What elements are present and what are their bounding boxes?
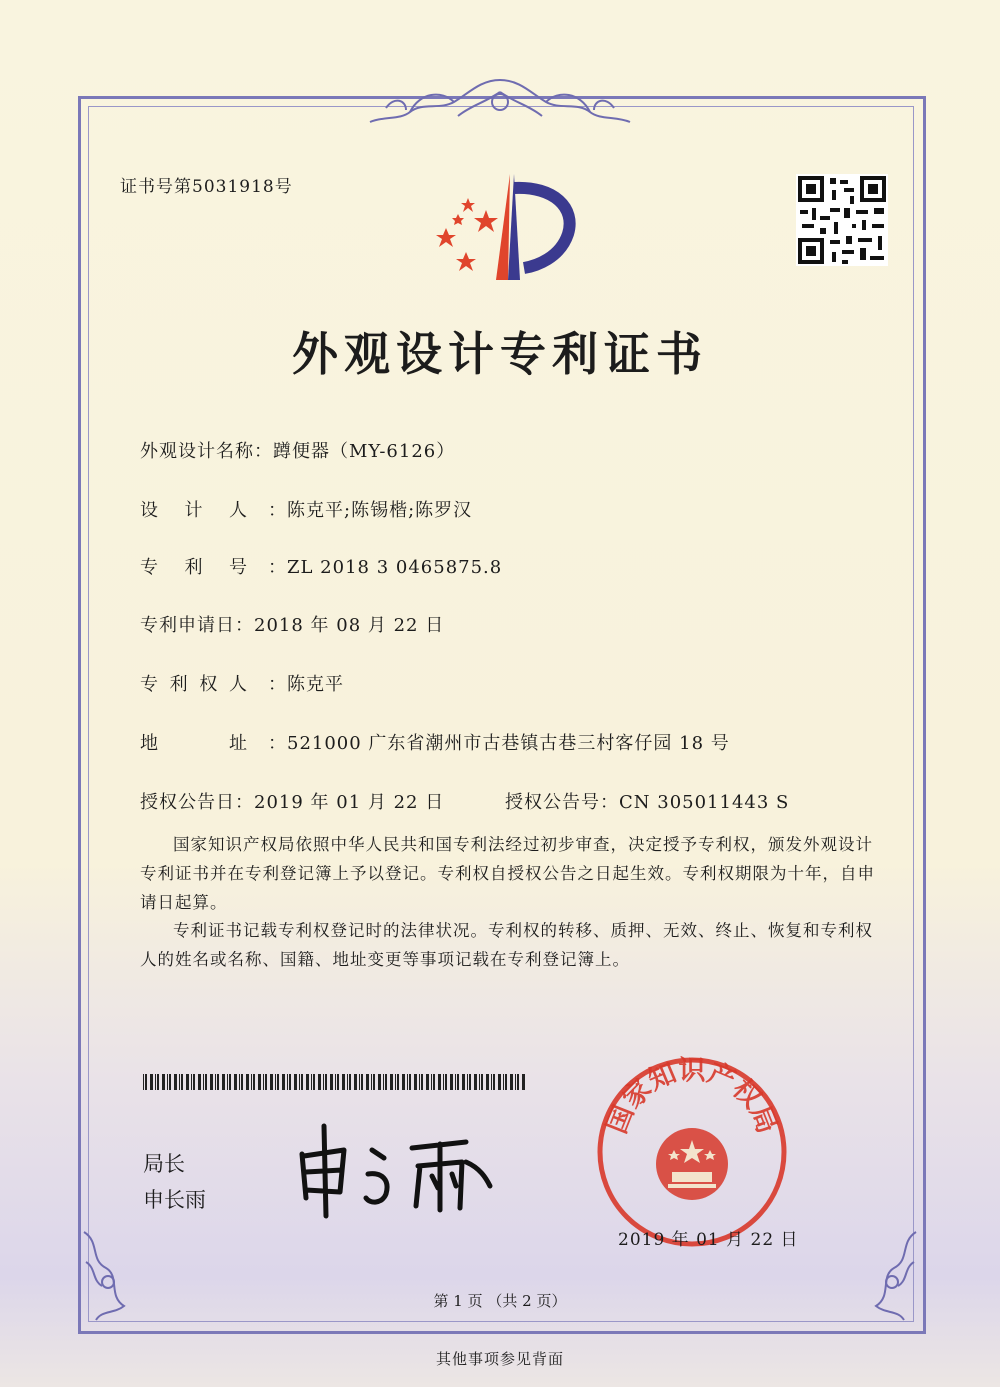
barcode-bar bbox=[361, 1074, 363, 1090]
barcode-bar bbox=[299, 1074, 300, 1090]
barcode-bar bbox=[325, 1074, 327, 1090]
field-design-name bbox=[140, 437, 455, 463]
barcode-bar bbox=[150, 1074, 153, 1090]
field-label: 专利权人 bbox=[140, 674, 248, 695]
field-filing-date bbox=[140, 611, 444, 637]
bottom-right-ornament bbox=[866, 1222, 922, 1330]
field-colon: ： bbox=[268, 674, 287, 695]
bottom-left-ornament bbox=[78, 1222, 134, 1330]
barcode-bar bbox=[203, 1074, 204, 1090]
field-value: 2019 年 01 月 22 日 bbox=[254, 792, 445, 813]
barcode-bar bbox=[181, 1074, 183, 1090]
field-colon: ： bbox=[268, 557, 287, 578]
barcode-bar bbox=[335, 1074, 336, 1090]
field-label: 外观设计名称： bbox=[140, 441, 273, 462]
field-label: 专利申请日： bbox=[140, 615, 254, 636]
field-label: 授权公告号： bbox=[505, 792, 619, 813]
qr-code bbox=[796, 174, 888, 266]
certificate-number: 证书号第5031918号 bbox=[120, 177, 293, 197]
barcode-bar bbox=[306, 1074, 309, 1090]
barcode-bar bbox=[450, 1074, 453, 1090]
barcode-bar bbox=[503, 1074, 504, 1090]
svg-text:国家知识产权局 bbox=[601, 1056, 782, 1138]
barcode-bar bbox=[217, 1074, 219, 1090]
barcode-bar bbox=[222, 1074, 225, 1090]
field-colon: ： bbox=[268, 733, 287, 754]
barcode-bar bbox=[275, 1074, 276, 1090]
field-colon: ： bbox=[268, 500, 287, 521]
barcode-bar bbox=[486, 1074, 489, 1090]
barcode-bar bbox=[287, 1074, 288, 1090]
barcode-bar bbox=[347, 1074, 348, 1090]
barcode-bar bbox=[469, 1074, 471, 1090]
barcode-bar bbox=[515, 1074, 516, 1090]
field-patent-number bbox=[140, 553, 502, 579]
barcode-bar bbox=[186, 1074, 189, 1090]
footer-note: 其他事项参见背面 bbox=[435, 1350, 564, 1368]
field-label: 设计人 bbox=[140, 500, 248, 521]
field-label: 专利号 bbox=[140, 557, 248, 578]
barcode-bar bbox=[481, 1074, 483, 1090]
barcode-bar bbox=[378, 1074, 381, 1090]
paragraph-grant: 国家知识产权局依照中华人民共和国专利法经过初步审查，决定授予专利权，颁发外观设计专利证书并在专利登记簿上予以登记。专利权自授权公告之日起生效。专利权期限为十年，自申请日起算。 bbox=[140, 835, 875, 912]
barcode-bar bbox=[479, 1074, 480, 1090]
barcode-bar bbox=[193, 1074, 195, 1090]
barcode-bar bbox=[505, 1074, 507, 1090]
field-value: ZL 2018 3 0465875.8 bbox=[287, 557, 503, 578]
national-emblem bbox=[656, 1128, 728, 1200]
barcode-bar bbox=[431, 1074, 432, 1090]
barcode-bar bbox=[167, 1074, 168, 1090]
page-title: 外观设计专利证书 bbox=[292, 327, 708, 381]
field-label: 授权公告日： bbox=[140, 792, 254, 813]
field-value: 陈克平;陈锡楷;陈罗汉 bbox=[287, 500, 473, 521]
barcode-bar bbox=[395, 1074, 396, 1090]
field-label: 地址 bbox=[140, 733, 248, 754]
barcode-bar bbox=[373, 1074, 375, 1090]
barcode-bar bbox=[383, 1074, 384, 1090]
field-value: 521000 广东省潮州市古巷镇古巷三村客仔园 18 号 bbox=[287, 733, 730, 754]
barcode-bar bbox=[215, 1074, 216, 1090]
barcode-bar bbox=[409, 1074, 411, 1090]
patent-office-logo bbox=[428, 168, 578, 288]
barcode-bar bbox=[301, 1074, 303, 1090]
barcode-bar bbox=[265, 1074, 267, 1090]
director-name: 申长雨 bbox=[143, 1188, 206, 1212]
barcode-bar bbox=[414, 1074, 417, 1090]
barcode-bar bbox=[457, 1074, 459, 1090]
barcode-bar bbox=[155, 1074, 156, 1090]
barcode-bar bbox=[510, 1074, 513, 1090]
barcode-bar bbox=[421, 1074, 423, 1090]
barcode-bar bbox=[385, 1074, 387, 1090]
field-value: 蹲便器（MY-6126） bbox=[273, 441, 456, 462]
barcode-bar bbox=[258, 1074, 261, 1090]
barcode-bar bbox=[313, 1074, 315, 1090]
barcode-bar bbox=[323, 1074, 324, 1090]
official-seal bbox=[592, 1052, 792, 1252]
barcode-bar bbox=[517, 1074, 519, 1090]
barcode-bar bbox=[179, 1074, 180, 1090]
barcode-bar bbox=[239, 1074, 240, 1090]
barcode-bar bbox=[474, 1074, 477, 1090]
barcode-bar bbox=[251, 1074, 252, 1090]
logo-stars bbox=[436, 198, 498, 271]
barcode-bar bbox=[342, 1074, 345, 1090]
barcode-bar bbox=[498, 1074, 501, 1090]
barcode-bar bbox=[311, 1074, 312, 1090]
barcode-bar bbox=[270, 1074, 273, 1090]
barcode-bar bbox=[455, 1074, 456, 1090]
director-signature bbox=[290, 1120, 520, 1220]
director-title: 局长 bbox=[143, 1152, 185, 1176]
barcode-bar bbox=[169, 1074, 171, 1090]
barcode-bar bbox=[337, 1074, 339, 1090]
barcode-bar bbox=[354, 1074, 357, 1090]
barcode-bar bbox=[162, 1074, 165, 1090]
barcode-bar bbox=[191, 1074, 192, 1090]
barcode-bar bbox=[407, 1074, 408, 1090]
paragraph-legal-status: 专利证书记载专利权登记时的法律状况。专利权的转移、质押、无效、终止、恢复和专利权人的姓名或名称、国籍、地址变更等事项记载在专利登记簿上。 bbox=[140, 921, 873, 969]
barcode-bar bbox=[205, 1074, 207, 1090]
barcode-bar bbox=[227, 1074, 228, 1090]
barcode-bar bbox=[493, 1074, 495, 1090]
barcode-bar bbox=[366, 1074, 369, 1090]
barcode-bar bbox=[143, 1074, 144, 1090]
barcode-bar bbox=[210, 1074, 213, 1090]
barcode-bar bbox=[229, 1074, 231, 1090]
field-address bbox=[140, 729, 730, 755]
barcode-bar bbox=[174, 1074, 177, 1090]
barcode-bar bbox=[294, 1074, 297, 1090]
barcode-bar bbox=[234, 1074, 237, 1090]
seal-date: 2019 年 01 月 22 日 bbox=[618, 1230, 799, 1250]
barcode-bar bbox=[277, 1074, 279, 1090]
barcode-bar bbox=[419, 1074, 420, 1090]
barcode-bar bbox=[289, 1074, 291, 1090]
barcode-bar bbox=[157, 1074, 159, 1090]
barcode-bar bbox=[433, 1074, 435, 1090]
field-designer bbox=[140, 496, 472, 522]
barcode-bar bbox=[443, 1074, 444, 1090]
field-value: 2018 年 08 月 22 日 bbox=[254, 615, 445, 636]
seal-text: 国家知识产权局 bbox=[601, 1055, 783, 1138]
barcode-bar bbox=[198, 1074, 201, 1090]
barcode-bar bbox=[426, 1074, 429, 1090]
field-announce-number bbox=[505, 788, 789, 814]
barcode-bar bbox=[241, 1074, 243, 1090]
barcode-bar bbox=[467, 1074, 468, 1090]
field-value: 陈克平 bbox=[287, 674, 344, 695]
barcode-bar bbox=[390, 1074, 393, 1090]
top-ornament bbox=[350, 72, 650, 130]
barcode-bar bbox=[438, 1074, 441, 1090]
barcode-bar bbox=[371, 1074, 372, 1090]
barcode-bar bbox=[330, 1074, 333, 1090]
field-value: CN 305011443 S bbox=[619, 792, 790, 813]
barcode-bar bbox=[402, 1074, 405, 1090]
barcode-bar bbox=[491, 1074, 492, 1090]
barcode-bar bbox=[349, 1074, 351, 1090]
field-patentee bbox=[140, 670, 344, 696]
barcode-bar bbox=[318, 1074, 321, 1090]
barcode bbox=[143, 1074, 529, 1090]
barcode-bar bbox=[145, 1074, 147, 1090]
field-announce-date bbox=[140, 788, 444, 814]
barcode-bar bbox=[397, 1074, 399, 1090]
page-number: 第 1 页 （共 2 页） bbox=[433, 1292, 567, 1310]
barcode-bar bbox=[359, 1074, 360, 1090]
barcode-bar bbox=[445, 1074, 447, 1090]
barcode-bar bbox=[253, 1074, 255, 1090]
barcode-bar bbox=[282, 1074, 285, 1090]
barcode-bar bbox=[462, 1074, 465, 1090]
barcode-bar bbox=[263, 1074, 264, 1090]
barcode-bar bbox=[246, 1074, 249, 1090]
barcode-bar bbox=[522, 1074, 525, 1090]
